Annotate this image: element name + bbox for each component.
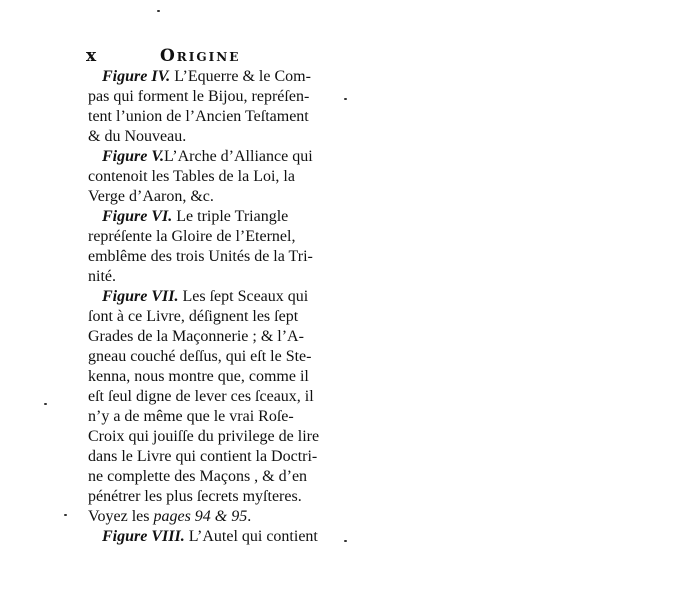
text-line — [88, 127, 186, 147]
text-line — [102, 527, 318, 547]
line-text: emblême des trois Unités de la Tri- — [88, 248, 313, 265]
text-line — [88, 507, 251, 527]
page-header — [86, 44, 346, 68]
text-line — [88, 467, 307, 487]
text-line — [102, 207, 288, 227]
scan-speck — [344, 540, 347, 542]
line-text: Le triple Triangle — [172, 208, 289, 225]
text-line — [88, 367, 309, 387]
line-text: kenna, nous montre que, comme il — [88, 368, 309, 385]
figure-label: Figure VII. — [102, 288, 179, 305]
scan-speck — [44, 403, 47, 405]
text-line — [88, 247, 313, 267]
scan-speck — [64, 514, 67, 516]
text-line — [88, 487, 302, 507]
text-line — [102, 67, 311, 87]
figure-label: Figure V. — [102, 148, 164, 165]
line-text: Voyez les — [88, 508, 154, 525]
line-text: nité. — [88, 268, 116, 285]
line-text: tent l’union de l’Ancien Teſtament — [88, 108, 309, 125]
line-text: & du Nouveau. — [88, 128, 187, 145]
line-text: L’Autel qui contient — [184, 528, 318, 545]
line-text: L’Arche d’Alliance qui — [163, 148, 313, 165]
text-line — [88, 347, 311, 367]
text-line — [88, 87, 309, 107]
text-line — [88, 227, 295, 247]
text-line — [88, 167, 295, 187]
text-line — [88, 307, 298, 327]
line-text: eſt ſeul digne de lever ces ſceaux, il — [88, 388, 314, 405]
text-line — [88, 267, 116, 287]
line-text: Croix qui jouiſſe du privilege de lire — [88, 428, 320, 445]
scan-speck — [344, 98, 347, 100]
text-line — [88, 447, 317, 467]
text-line — [102, 287, 308, 307]
line-text: n’y a de même que le vrai Roſe- — [88, 408, 294, 425]
text-line — [88, 427, 319, 447]
line-text: gneau couché deſſus, qui eſt le Ste- — [88, 348, 312, 365]
line-text: ſont à ce Livre, déſignent les ſept — [88, 308, 299, 325]
figure-label: Figure IV. — [102, 68, 171, 85]
running-title: Origine — [160, 46, 241, 66]
line-text: Verge d’Aaron, &c. — [88, 188, 214, 205]
figure-label: Figure VIII. — [102, 528, 185, 545]
page-number: x — [86, 46, 97, 66]
figure-label: Figure VI. — [102, 208, 173, 225]
text-line — [88, 387, 314, 407]
text-line — [88, 327, 304, 347]
line-text: ne complette des Maçons , & d’en — [88, 468, 308, 485]
line-text: pas qui forment le Bijou, repréſen- — [88, 88, 310, 105]
line-tail: . — [247, 508, 252, 525]
line-text: Grades de la Maçonnerie ; & l’A- — [88, 328, 304, 345]
line-text: Les ſept Sceaux qui — [178, 288, 309, 305]
text-line — [88, 107, 309, 127]
page-reference: pages 94 & 95 — [153, 508, 248, 525]
scan-speck — [157, 10, 160, 12]
text-line — [88, 407, 294, 427]
text-line — [102, 147, 313, 167]
line-text: dans le Livre qui contient la Doctri- — [88, 448, 318, 465]
line-text: pénétrer les plus ſecrets myſteres. — [88, 488, 302, 505]
text-line — [88, 187, 214, 207]
line-text: contenoit les Tables de la Loi, la — [88, 168, 295, 185]
line-text: repréſente la Gloire de l’Eternel, — [88, 228, 296, 245]
line-text: L’Equerre & le Com- — [170, 68, 311, 85]
